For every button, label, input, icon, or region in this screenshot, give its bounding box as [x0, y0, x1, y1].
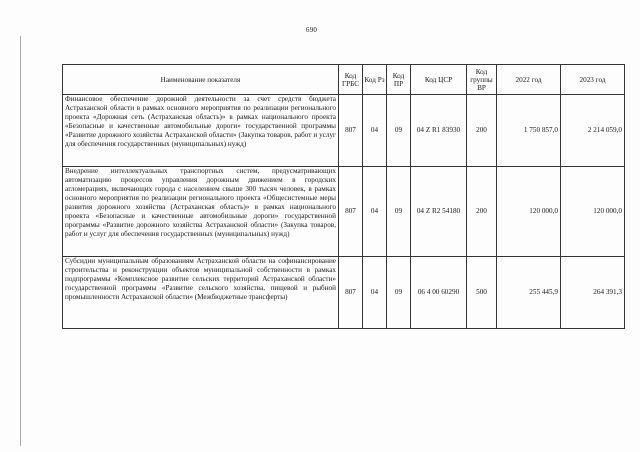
row-grbs: 807 [339, 95, 363, 167]
header-pr: Код ПР [387, 65, 411, 95]
header-csr: Код ЦСР [411, 65, 467, 95]
row-csr: 06 4 00 60290 [411, 257, 467, 329]
table-row [63, 167, 625, 257]
row-2023: 2 214 059,0 [561, 95, 625, 167]
row-2023: 264 391,3 [561, 257, 625, 329]
table-row [63, 257, 625, 329]
row-grbs: 807 [339, 257, 363, 329]
row-2023: 120 000,0 [561, 167, 625, 257]
row-rz: 04 [363, 257, 387, 329]
row-pr: 09 [387, 167, 411, 257]
row-2022: 1 750 857,0 [497, 95, 561, 167]
table-header-row [63, 65, 625, 95]
header-2023: 2023 год [561, 65, 625, 95]
scan-edge-line [20, 36, 21, 446]
budget-table [62, 64, 625, 329]
header-grbs: Код ГРБС [339, 65, 363, 95]
row-vr: 500 [467, 257, 497, 329]
row-vr: 200 [467, 167, 497, 257]
row-rz: 04 [363, 95, 387, 167]
row-csr: 04 Z R1 83930 [411, 95, 467, 167]
page-number: 690 [306, 26, 318, 34]
row-pr: 09 [387, 95, 411, 167]
row-vr: 200 [467, 95, 497, 167]
header-name: Наименование показателя [63, 65, 339, 95]
row-pr: 09 [387, 257, 411, 329]
row-csr: 04 Z R2 54180 [411, 167, 467, 257]
row-2022: 120 000,0 [497, 167, 561, 257]
row-2022: 255 445,9 [497, 257, 561, 329]
header-vr: Код группы ВР [467, 65, 497, 95]
header-2022: 2022 год [497, 65, 561, 95]
row-name: Внедрение интеллектуальных транспортных систем, предусматривающих автоматизацию процессов управления дорожным движением в городских агломерациях, включающих города с населением свыше 300 тысяч человек, в рамках основного мероприятия по реализации регионального проекта «Общесистемные меры развития дорожного хозяйства (Астраханская область)» в рамках национального проекта «Безопасные и качественные автомобильные дороги» государственной программы «Развитие дорожного хозяйства Астраханской области» (Закупка товаров, работ и услуг для обеспечения государственных (муниципальных) нужд) [63, 167, 339, 257]
row-rz: 04 [363, 167, 387, 257]
row-name: Финансовое обеспечение дорожной деятельности за счет средств бюджета Астраханской области в рамках основного мероприятия по реализации регионального проекта «Дорожная сеть (Астраханская область)» в рамках национального проекта «Безопасные и качественные автомобильные дороги» государственной программы «Развитие дорожного хозяйства Астраханской области» (Закупка товаров, работ и услуг для обеспечения государственных (муниципальных) нужд) [63, 95, 339, 167]
header-rz: Код Рз [363, 65, 387, 95]
row-name: Субсидии муниципальным образованиям Астраханской области на софинансирование строительства и реконструкции объектов муниципальной собственности в рамках подпрограммы «Комплексное развитие сельских территорий Астраханской области» государственной программы «Развитие сельского хозяйства, пищевой и рыбной промышленности Астраханской области» (Межбюджетные трансферты) [63, 257, 339, 329]
table-row [63, 95, 625, 167]
row-grbs: 807 [339, 167, 363, 257]
